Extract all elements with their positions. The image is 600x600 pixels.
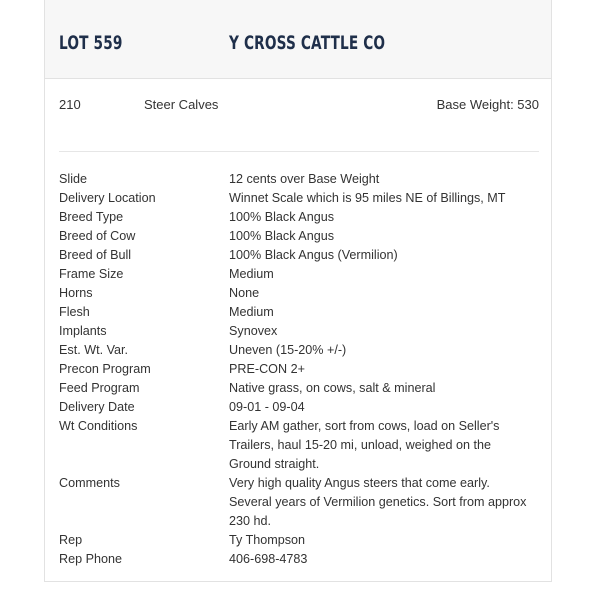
detail-label: Slide — [59, 172, 88, 186]
detail-value: Very high quality Angus steers that come early. Several years of Vermilion genetics. Sort from approx 230 hd. — [229, 476, 527, 528]
detail-row-breed-of-bull — [59, 246, 539, 265]
detail-value: 09-01 - 09-04 — [229, 400, 305, 414]
lot-summary — [45, 78, 551, 152]
detail-label: Delivery Date — [59, 400, 135, 414]
detail-value: Early AM gather, sort from cows, load on Seller's Trailers, haul 15-20 mi, unload, weighed on the Ground straight. — [229, 419, 500, 471]
detail-row-breed-type — [59, 208, 539, 227]
detail-value: None — [229, 286, 260, 300]
lot-number: LOT 559 — [59, 32, 123, 54]
lot-details-table — [59, 170, 539, 569]
base-weight: Base Weight: 530 — [436, 97, 539, 112]
detail-value: 100% Black Angus — [229, 229, 335, 243]
detail-row-implants — [59, 322, 539, 341]
cattle-description: Steer Calves — [144, 97, 219, 112]
detail-label: Est. Wt. Var. — [59, 343, 129, 357]
detail-label: Breed Type — [59, 210, 124, 224]
detail-row-flesh — [59, 303, 539, 322]
seller-name: Y CROSS CATTLE CO — [229, 32, 386, 54]
detail-label: Breed of Cow — [59, 229, 136, 243]
lot-header — [45, 0, 551, 79]
detail-row-rep — [59, 531, 539, 550]
detail-label: Precon Program — [59, 362, 151, 376]
detail-value: Winnet Scale which is 95 miles NE of Billings, MT — [229, 191, 506, 205]
detail-row-feed-program — [59, 379, 539, 398]
detail-row-horns — [59, 284, 539, 303]
detail-row-est-wt-var — [59, 341, 539, 360]
detail-label: Implants — [59, 324, 107, 338]
detail-row-breed-of-cow — [59, 227, 539, 246]
detail-value: 12 cents over Base Weight — [229, 172, 380, 186]
detail-value: PRE-CON 2+ — [229, 362, 305, 376]
detail-row-delivery-date — [59, 398, 539, 417]
head-count: 210 — [59, 97, 81, 112]
detail-row-comments — [59, 474, 539, 531]
detail-value: 406-698-4783 — [229, 552, 308, 566]
detail-label: Comments — [59, 476, 120, 490]
detail-label: Horns — [59, 286, 93, 300]
detail-row-slide — [59, 170, 539, 189]
detail-label: Flesh — [59, 305, 90, 319]
detail-row-frame-size — [59, 265, 539, 284]
detail-label: Frame Size — [59, 267, 124, 281]
detail-value: Ty Thompson — [229, 533, 306, 547]
detail-row-precon-program — [59, 360, 539, 379]
detail-value: Synovex — [229, 324, 278, 338]
detail-row-delivery-location — [59, 189, 539, 208]
detail-label: Rep Phone — [59, 552, 123, 566]
detail-value: 100% Black Angus (Vermilion) — [229, 248, 398, 262]
detail-label: Delivery Location — [59, 191, 156, 205]
detail-label: Wt Conditions — [59, 419, 138, 433]
detail-label: Rep — [59, 533, 83, 547]
detail-value: 100% Black Angus — [229, 210, 335, 224]
detail-row-rep-phone — [59, 550, 539, 569]
detail-value: Native grass, on cows, salt & mineral — [229, 381, 436, 395]
detail-value: Medium — [229, 305, 274, 319]
section-divider — [59, 151, 539, 152]
lot-card — [44, 0, 552, 582]
detail-row-wt-conditions — [59, 417, 539, 474]
detail-value: Uneven (15-20% +/-) — [229, 343, 347, 357]
detail-label: Feed Program — [59, 381, 140, 395]
detail-value: Medium — [229, 267, 274, 281]
detail-label: Breed of Bull — [59, 248, 132, 262]
